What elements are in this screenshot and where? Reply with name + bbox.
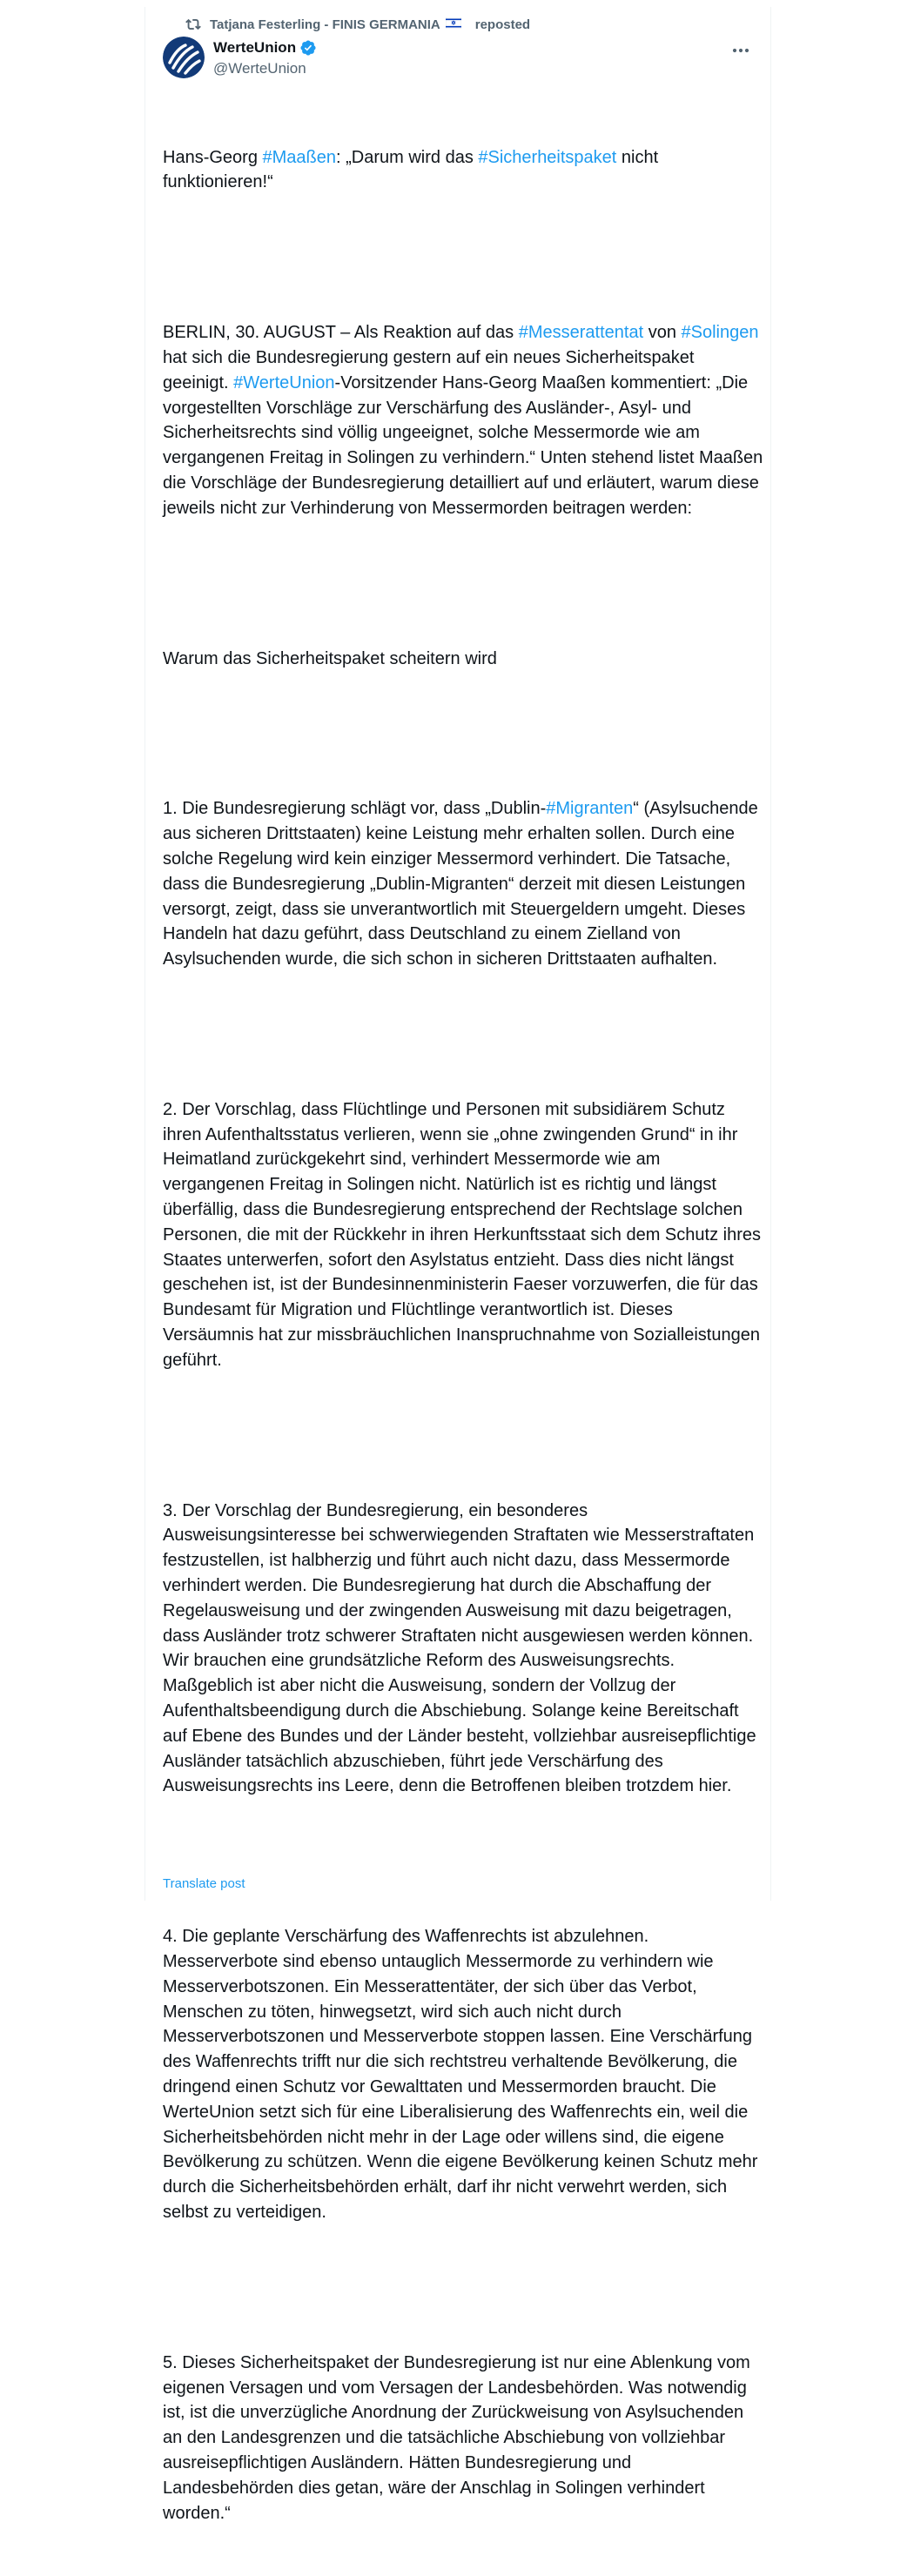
text-run: “ (Asylsuchende aus sicheren Drittstaaten) keine Leistung mehr erhalten sollen. Durch eine solche Regelung wird kein einziger Messermord verhindert. Die Tatsache, dass die Bundesregierung „Dublin-Migranten“ derzeit mit diesen Leistungen versorgt, zeigt, dass sie unverantwortlich mit Steuergeldern umgeht. Dieses Handeln hat dazu geführt, dass Deutschland zu einem Zielland von Asylsuchenden wurde, die sich schon in sicheren Drittstaaten aufhalten.: [163, 799, 763, 969]
post-paragraph: [163, 796, 763, 972]
translate-post-link[interactable]: Translate post: [163, 1876, 245, 1891]
hashtag-link[interactable]: #Sicherheitspaket: [478, 147, 617, 167]
post-paragraph-heading: Warum das Sicherheitspaket scheitern wird: [163, 648, 497, 668]
verified-badge-icon: [299, 39, 317, 57]
text-run: 1. Die Bundesregierung schlägt vor, dass „Dublin-: [163, 799, 547, 819]
post-card[interactable]: [144, 7, 771, 2523]
text-run: hat sich die Bundesregierung gestern auf ein neues Sicherheitspaket geeinigt.: [163, 323, 764, 392]
post-paragraph: 3. Der Vorschlag der Bundesregierung, ein besonderes Ausweisungsinteresse bei schwerwiegenden Straftaten wie Messerstraftaten festzustellen, ist halbherzig und führt auch nicht dazu, dass Messermorde verhindert werden. Die Bundesregierung hat durch die Abschaffung der Regelausweisung und der zwingenden Ausweisung mit dazu beigetragen, dass Ausländer trotz schwerer Straftaten nicht ausgewiesen werden können. Wir brauchen eine grundsätzliche Reform des Ausweisungsrechts. Maßgeblich ist aber nicht die Ausweisung, sondern der Vollzug der Aufenthaltsbeendigung durch die Abschiebung. Solange keine Bereitschaft auf Ebene des Bundes und der Länder besteht, vollziehbar ausreisepflichtige Ausländer tatsächlich abzuschieben, führt jede Verschärfung des Ausweisungsrechts ins Leere, denn die Betroffenen bleiben trotzdem hier.: [163, 1500, 761, 1796]
post-paragraph: [163, 145, 763, 196]
text-run: Hans-Georg: [163, 147, 263, 167]
author-handle[interactable]: @WerteUnion: [213, 60, 306, 77]
post-paragraph: 4. Die geplante Verschärfung des Waffenrechts ist abzulehnen. Messerverbote sind ebenso untauglich Messermorde zu verhindern wie Messerverbotszonen. Ein Messerattentäter, der sich über das Verbot, Menschen zu töten, hinwegsetzt, wird sich auch nicht durch Messerverbotszonen und Messerverbote stoppen lassen. Eine Verschärfung des Waffenrechts trifft nur die sich rechtstreu verhaltende Bevölkerung, die dringend einen Schutz vor Gewalttaten und Messermorden braucht. Die WerteUnion setzt sich für eine Liberalisierung des Waffenrechts ein, weil die Sicherheitsbehörden nicht mehr in der Lage oder willens sind, die eigene Bevölkerung zu schützen. Wenn die eigene Bevölkerung keinen Schutz mehr durch die Sicherheitsbehörden erhält, darf ihr nicht verwehrt werden, sich selbst zu verteidigen.: [163, 1927, 763, 2222]
reposted-label: reposted: [474, 17, 531, 32]
post-paragraph: 5. Dieses Sicherheitspaket der Bundesregierung ist nur eine Ablenkung vom eigenen Versagen und vom Versagen der Landesbehörden. Was notwendig ist, ist die unverzügliche Anordnung der Zurückweisung von Asylsuchenden an den Landesgrenzen und die tatsächliche Abschiebung von vollziehbar ausreisepflichtigen Ausländern. Hätten Bundesregierung und Landesbehörden dies getan, wäre der Anschlag in Solingen verhindert worden.“: [163, 2352, 756, 2523]
text-run: BERLIN, 30. AUGUST – Als Reaktion auf das: [163, 323, 519, 343]
post-paragraph: [163, 320, 768, 520]
author-block: [213, 38, 317, 78]
post-paragraph: 2. Der Vorschlag, dass Flüchtlinge und Personen mit subsidiärem Schutz ihren Aufenthaltsstatus verlieren, wenn sie „ohne zwingenden Grund“ in ihr Heimatland zurückgekehrt sind, verhindert Messermorde wie am vergangenen Freitag in Solingen nicht. Natürlich ist es richtig und längst überfällig, dass die Bundesregierung entsprechend der Rechtslage solchen Personen, die mit der Rückkehr in ihren Herkunftsstaat sich dem Schutz ihres Staates unterwerfen, sofort den Asylstatus entzieht. Dass dies nicht längst geschehen ist, ist der Bundesinnenministerin Faeser vorzuwerfen, die für das Bundesamt für Migration und Flüchtlinge verantwortlich ist. Dieses Versäumnis hat zur missbräuchlichen Inanspruchnahme von Sozialleistungen geführt.: [163, 1099, 766, 1370]
text-run: -Vorsitzender Hans-Georg Maaßen kommentiert: „Die vorgestellten Vorschläge zur Verschärfung des Ausländer-, Asyl- und Sicherheitsrechts sind völlig ungeeignet, solche Messermorde wie am vergangenen Freitag in Solingen zu verhindern.“ Unten stehend listet Maaßen die Vorschläge der Bundesregierung detailliert auf und erläutert, warum diese jeweils nicht zur Verhinderung von Messermorden beitragen werden:: [163, 372, 768, 518]
repost-icon: [185, 17, 201, 32]
avatar[interactable]: [163, 37, 205, 78]
hashtag-link[interactable]: #Messerattentat: [518, 323, 644, 343]
text-run: : „Darum wird das: [336, 147, 479, 167]
reposter-name[interactable]: Tatjana Festerling - FINIS GERMANIA: [210, 17, 440, 32]
hashtag-link[interactable]: #WerteUnion: [233, 372, 335, 392]
more-options-icon: [732, 48, 749, 53]
hashtag-link[interactable]: #Maaßen: [262, 147, 336, 167]
more-options-button[interactable]: [729, 42, 753, 59]
hashtag-link[interactable]: #Solingen: [681, 323, 759, 343]
post-text: [163, 95, 768, 2576]
israel-flag-icon: [446, 17, 470, 32]
hashtag-link[interactable]: #Migranten: [546, 799, 634, 819]
author-display-name[interactable]: WerteUnion: [213, 39, 297, 56]
repost-header: [185, 16, 530, 33]
text-run: von: [643, 323, 682, 343]
author-name-row[interactable]: [213, 38, 317, 57]
text-run: nicht funktionieren!“: [163, 147, 663, 192]
